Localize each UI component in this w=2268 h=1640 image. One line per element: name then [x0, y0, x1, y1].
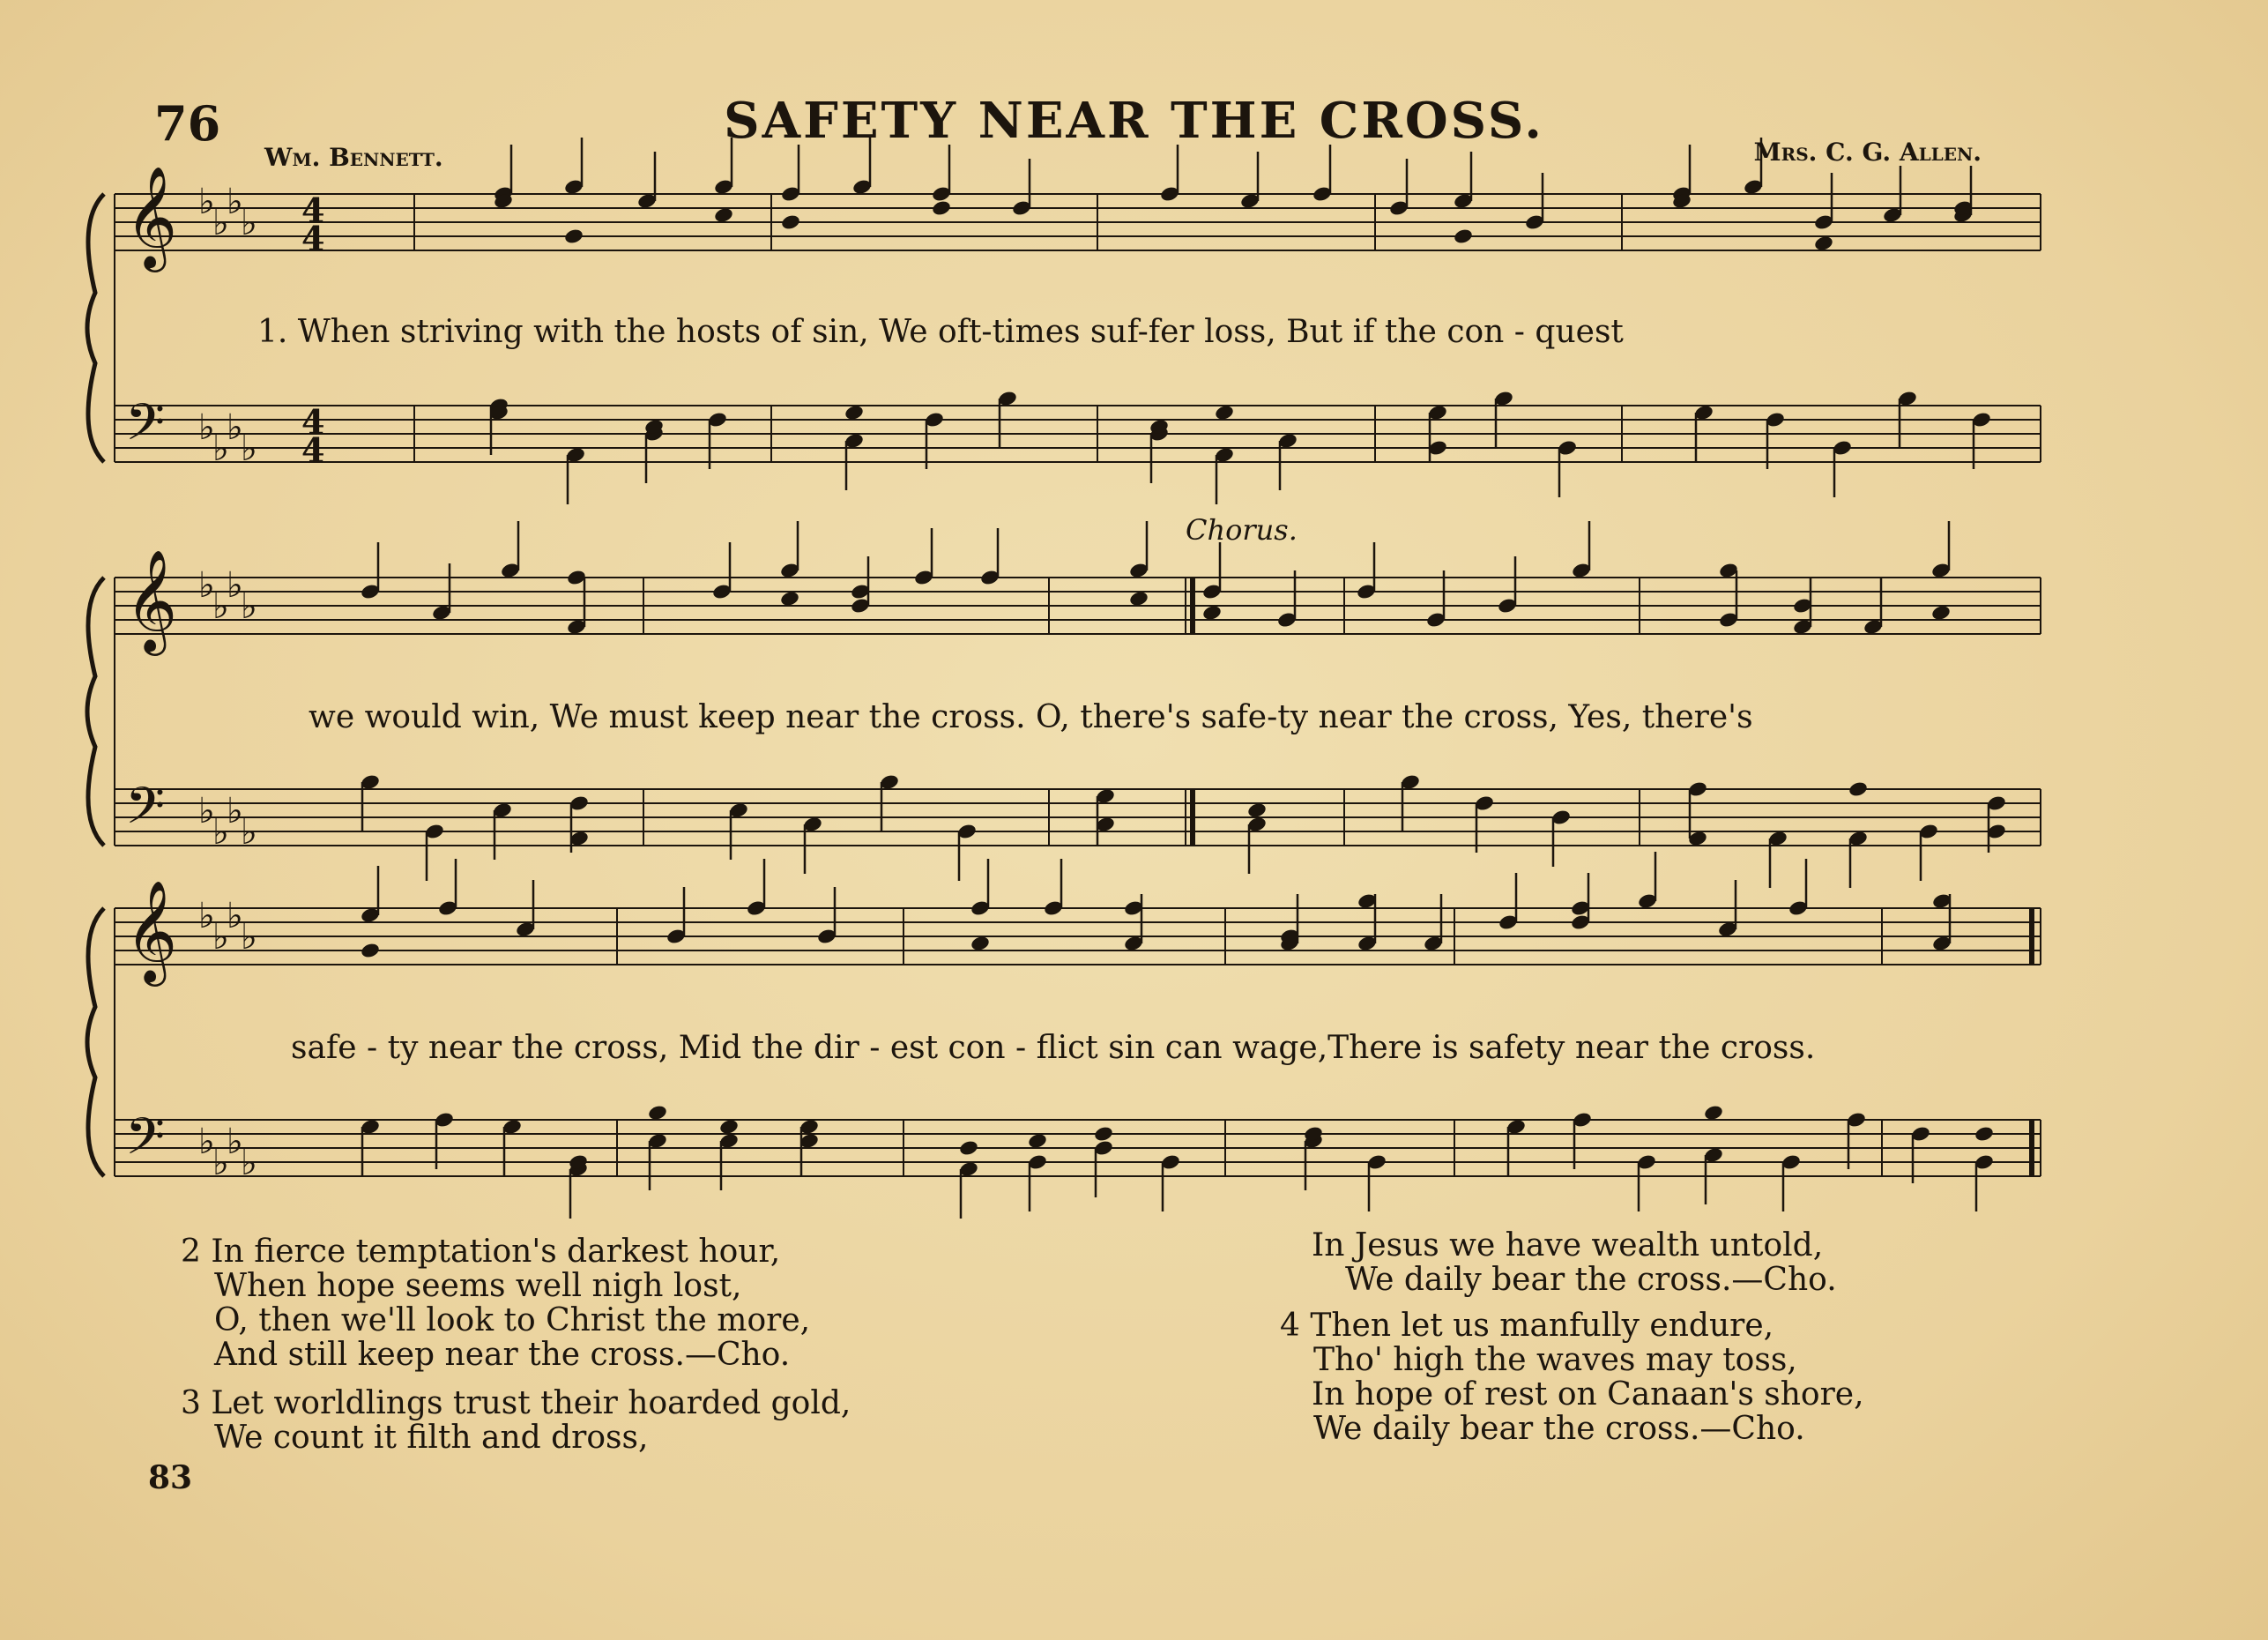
flat-sign: ♭ [227, 896, 243, 936]
flat-sign: ♭ [241, 917, 257, 958]
author-credit: Mrs. C. G. Allen. [1753, 138, 1982, 167]
time-signature: 4 [301, 402, 325, 442]
note-head [1201, 604, 1223, 622]
note-head [647, 1104, 668, 1122]
time-signature: 4 [301, 190, 325, 230]
lyrics-line-3: safe - ty near the cross, Mid the dir - est con - flict sin can wage,There is safety near the cross. [291, 1030, 1816, 1066]
note-head [563, 227, 584, 245]
verse-2-line: O, then we'll look to Christ the more, [214, 1302, 811, 1338]
verse-4 [1280, 1308, 1864, 1446]
flat-sign: ♭ [212, 917, 229, 958]
note-head [1093, 1125, 1114, 1143]
verse-3-continued [1312, 1228, 1837, 1297]
lyrics-line-1: 1. When striving with the hosts of sin, We oft-times suf-fer loss, But if the con - quest [257, 314, 1624, 350]
verse-2-line: 2 In fierce temptation's darkest hour, [181, 1234, 781, 1270]
verse-2 [181, 1234, 810, 1372]
system-brace [87, 578, 104, 846]
verse-2-line: When hope seems well nigh lost, [214, 1268, 742, 1304]
note-head [958, 1139, 979, 1157]
note-head [1703, 1104, 1724, 1122]
bass-clef: 𝄢 [125, 776, 166, 848]
note-head [779, 590, 800, 608]
flat-sign: ♭ [198, 1122, 215, 1162]
note-head [780, 213, 801, 231]
treble-clef: 𝄞 [125, 548, 178, 652]
note-head [1246, 801, 1268, 819]
flat-sign: ♭ [227, 565, 243, 606]
note-head [1974, 1125, 1995, 1143]
verse-4-line: We daily bear the cross.—Cho. [1313, 1411, 1805, 1447]
hymn-title: SAFETY NEAR THE CROSS. [724, 92, 1544, 150]
time-signature: 4 [301, 219, 325, 258]
signature-number: 83 [148, 1459, 193, 1496]
note-head [360, 942, 381, 959]
flat-sign: ♭ [212, 586, 229, 627]
note-head [1453, 227, 1474, 245]
composer-credit: Wm. Bennett. [264, 143, 443, 172]
note-head [718, 1118, 740, 1136]
flat-sign: ♭ [212, 812, 229, 853]
flat-sign: ♭ [212, 1143, 229, 1183]
system-brace [87, 908, 104, 1176]
note-head [1214, 404, 1235, 421]
note-head [1813, 235, 1834, 252]
time-signature: 4 [301, 430, 325, 470]
verse-4-line: Tho' high the waves may toss, [1313, 1342, 1797, 1378]
treble-clef: 𝄞 [125, 165, 178, 268]
flat-sign: ♭ [227, 1122, 243, 1162]
treble-clef: 𝄞 [125, 879, 178, 982]
flat-sign: ♭ [198, 791, 215, 831]
verse-4-line: 4 Then let us manfully endure, [1280, 1308, 1774, 1344]
flat-sign: ♭ [241, 429, 257, 469]
verse-4-line: In hope of rest on Canaan's shore, [1312, 1376, 1864, 1413]
flat-sign: ♭ [198, 896, 215, 936]
page-number: 76 [154, 95, 221, 152]
flat-sign: ♭ [227, 182, 243, 222]
flat-sign: ♭ [212, 203, 229, 243]
bass-clef: 𝄢 [125, 392, 166, 465]
note-head [970, 935, 991, 952]
system-brace [87, 194, 104, 462]
flat-sign: ♭ [198, 407, 215, 448]
verse-3-line: We daily bear the cross.—Cho. [1345, 1262, 1837, 1298]
flat-sign: ♭ [241, 1143, 257, 1183]
flat-sign: ♭ [198, 565, 215, 606]
note-head [1930, 604, 1952, 622]
flat-sign: ♭ [241, 586, 257, 627]
lyrics-line-2: we would win, We must keep near the cross. O, there's safe-ty near the cross, Yes, there's [309, 699, 1753, 735]
verse-3-line: In Jesus we have wealth untold, [1312, 1227, 1824, 1264]
flat-sign: ♭ [227, 791, 243, 831]
note-head [1848, 780, 1869, 798]
flat-sign: ♭ [212, 429, 229, 469]
note-head [1027, 1132, 1048, 1150]
flat-sign: ♭ [227, 407, 243, 448]
flat-sign: ♭ [241, 812, 257, 853]
verse-3 [181, 1386, 851, 1455]
flat-sign: ♭ [241, 203, 257, 243]
note-head [844, 404, 865, 421]
note-head [931, 199, 952, 217]
flat-sign: ♭ [198, 182, 215, 222]
verse-3-line: We count it filth and dross, [214, 1420, 649, 1456]
verse-2-line: And still keep near the cross.—Cho. [214, 1337, 791, 1373]
verse-3-line: 3 Let worldlings trust their hoarded gold, [181, 1385, 851, 1421]
note-head [713, 206, 734, 224]
note-head [1128, 590, 1149, 608]
chorus-label: Chorus. [1186, 513, 1298, 547]
bass-clef: 𝄢 [125, 1107, 166, 1179]
